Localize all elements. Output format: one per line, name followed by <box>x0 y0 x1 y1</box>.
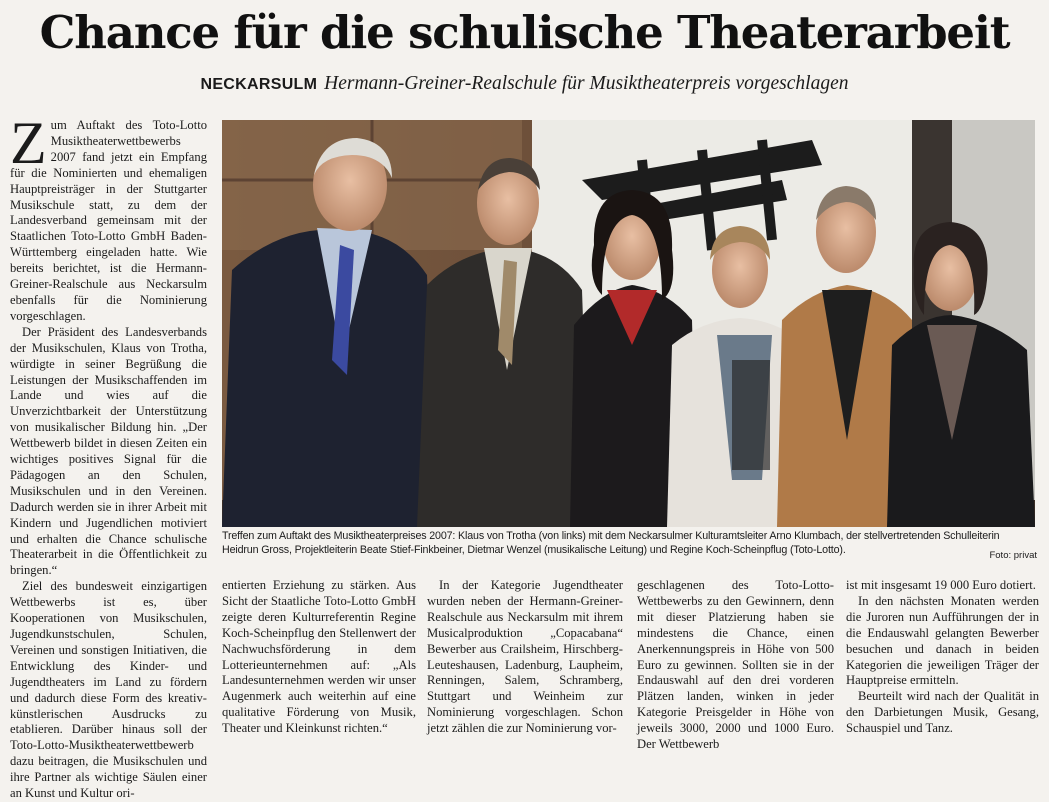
article-column-1 <box>10 110 207 802</box>
dateline: NECKARSULM <box>200 76 318 93</box>
photo-caption: Treffen zum Auftakt des Musiktheaterpreises 2007: Klaus von Trotha (von links) mit dem Neckarsulmer Kulturamtsleiter Arno Klumbach, der stellvertretenden Schulleiterin Heidrun Gross, Projektleiterin Beate Stief-Finkbeiner, Dietmar Wenzel (musikalische Leitung) und Regine Koch-Scheinpflug (Toto-Lotto). <box>222 530 1000 556</box>
paragraph: In der Kategorie Jugendtheater wurden neben der Hermann-Greiner-Realschule aus Neckarsulm mit ihrem Musicalproduktion „Copacabana“ Bewerber aus Crailsheim, Hirschberg-Leuteshausen, Ladenburg, Laupheim, Renningen, Salem, Schramberg, Stuttgart und Weinheim zur Nominierung vorgeschlagen. Schon jetzt zählen die zur Nominierung vor- <box>427 578 623 736</box>
article-column-4 <box>637 578 834 753</box>
group-photo <box>222 120 1035 527</box>
paragraph: In den nächsten Monaten werden die Juroren nun Aufführungen der in die Endauswahl gelangten Bewerber besuchen und danach in beiden Kategorien die jeweiligen Träger der Hauptpreise ermitteln. <box>846 593 1039 688</box>
paragraph: geschlagenen des Toto-Lotto-Wettbewerbs zu den Gewinnern, denn mit dieser Platzierung haben sie mindestens die Chance, einen Anerkennungspreis in Höhe von 500 Euro zu gewinnen. Sollten sie in der Endauswahl auf den drei vorderen Plätzen landen, winken in jeder Kategorie Preisgelder in Höhe von jeweils 3000, 2000 und 1000 Euro. Der Wettbewerb <box>637 578 834 752</box>
dropcap: Z <box>10 110 47 176</box>
paragraph <box>10 110 207 325</box>
subheadline: Hermann-Greiner-Realschule für Musiktheaterpreis vorgeschlagen <box>324 73 849 94</box>
headline: Chance für die schulische Theaterarbeit <box>39 6 1010 59</box>
paragraph: Der Präsident des Landesverbands der Musikschulen, Klaus von Trotha, würdigte in seiner Begrüßung die Leistungen der Musikschaffenden im Lande und wies auf die Unverzichtbarkeit der Unterstützung von musikalischer Bildung hin. „Der Wettbewerb bildet in diesen Zeiten ein wichtiges positives Signal für die Pädagogen an den Schulen, Musikschulen und in den Vereinen. Dadurch werden sie in ihrer Arbeit mit Kindern und Jugendlichen motiviert und erhalten die Chance schulische Theaterarbeit in die Öffentlichkeit zu bringen.“ <box>10 324 207 578</box>
photo-credit: Foto: privat <box>989 550 1037 561</box>
subheadline-row <box>0 73 1049 95</box>
paragraph: entierten Erziehung zu stärken. Aus Sicht der Staatliche Toto-Lotto GmbH zeigte deren Kulturreferentin Regine Koch-Scheinpflug den Stellenwert der Nachwuchsförderung in dem Lotterieunternehmen auf: „Als Landesunternehmen werden wir unser Augenmerk auch weiterhin auf eine qualitative Förderung von Musik, Theater und Kleinkunst richten.“ <box>222 578 416 736</box>
article-column-2 <box>222 578 416 737</box>
paragraph: Beurteilt wird nach der Qualität in den Darbietungen Musik, Gesang, Schauspiel und Tanz. <box>846 689 1039 736</box>
paragraph: ist mit insgesamt 19 000 Euro dotiert. <box>846 578 1036 592</box>
article-column-5 <box>846 578 1039 737</box>
paragraph-text: um Auftakt des Toto-Lotto Musiktheaterwettbewerbs 2007 fand jetzt ein Empfang für die Nominierten und ehemaligen Hauptpreisträger in der Stuttgarter Musikschule statt, zu dem der Landesverband gemeinsam mit der Staatlichen Toto-Lotto GmbH Baden-Württemberg eingeladen hatte. Wie bereits berichtet, ist die Hermann-Greiner-Realschule aus Neckarsulm ebenfalls für die Nominierung vorgeschlagen. <box>10 118 207 323</box>
article-column-3 <box>427 578 623 737</box>
paragraph: Ziel des bundesweit einzigartigen Wettbewerbs ist es, über Kooperationen von Musikschulen, Jugendkunstschulen, Schulen, Vereinen und sonstigen Initiativen, die Entwicklung des Kinder- und Jugendtheaters im Land zu fördern und dadurch diese Form des kreativ-künstlerischen Ausdrucks zu etablieren. Darüber hinaus soll der Toto-Lotto-Musiktheaterwettbewerb dazu beitragen, die Musikschulen und ihre Partner als wichtige Säulen einer an Kunst und Kultur ori- <box>10 579 207 801</box>
